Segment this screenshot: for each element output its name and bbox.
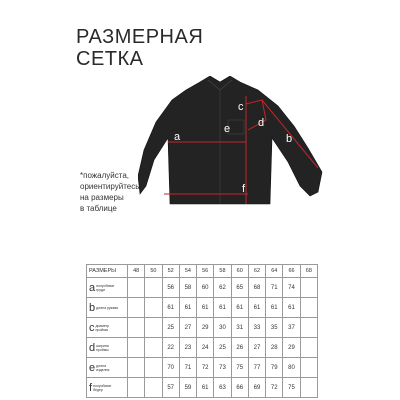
table-cell: 23	[179, 338, 196, 358]
table-cell: 29	[283, 338, 300, 358]
table-cell: 71	[179, 358, 196, 378]
row-description: ширина проймы	[96, 343, 109, 352]
table-cell: 29	[197, 318, 214, 338]
shirt-svg	[138, 76, 324, 208]
row-letter: b	[89, 301, 96, 314]
shirt-label-a: a	[174, 131, 181, 143]
table-cell: 75	[283, 378, 300, 398]
table-cell: 61	[179, 298, 196, 318]
table-cell	[300, 378, 317, 398]
row-description: полуобхват бедер	[93, 383, 112, 392]
table-cell: 56	[162, 278, 179, 298]
row-description: полуобхват груди	[96, 283, 115, 292]
table-cell: 61	[283, 298, 300, 318]
table-cell: 59	[179, 378, 196, 398]
table-cell: 61	[197, 298, 214, 318]
table-cell: 68	[248, 278, 265, 298]
table-row	[87, 358, 318, 378]
row-label	[87, 278, 128, 298]
row-label	[87, 298, 128, 318]
row-label	[87, 338, 128, 358]
table-cell: 79	[266, 358, 283, 378]
table-row	[87, 278, 318, 298]
table-cell	[300, 358, 317, 378]
table-cell	[145, 358, 162, 378]
table-cell: 30	[214, 318, 231, 338]
table-cell: 61	[266, 298, 283, 318]
row-label	[87, 318, 128, 338]
note-line-4: в таблице	[80, 204, 117, 213]
table-cell: 60	[197, 278, 214, 298]
table-cell: 61	[197, 378, 214, 398]
table-cell	[300, 298, 317, 318]
table-cell: 37	[283, 318, 300, 338]
table-cell: 70	[162, 358, 179, 378]
table-row	[87, 378, 318, 398]
table-cell: 73	[214, 358, 231, 378]
table-cell: 33	[248, 318, 265, 338]
row-label	[87, 358, 128, 378]
page-title	[76, 26, 203, 70]
table-cell: 61	[162, 298, 179, 318]
note-line-1: *пожалуйста,	[80, 171, 129, 180]
table-row	[87, 318, 318, 338]
table-cell: 26	[231, 338, 248, 358]
table-cell: 69	[248, 378, 265, 398]
table-cell: 62	[214, 278, 231, 298]
size-header: 62	[248, 265, 265, 278]
row-description: длина изделия	[96, 363, 110, 372]
row-letter: a	[89, 281, 96, 294]
row-label	[87, 378, 128, 398]
table-cell: 24	[197, 338, 214, 358]
size-header: 60	[231, 265, 248, 278]
table-cell	[145, 278, 162, 298]
note-line-3: на размеры	[80, 193, 124, 202]
table-cell: 31	[231, 318, 248, 338]
table-cell	[128, 378, 145, 398]
shirt-label-d: d	[258, 117, 265, 129]
title-line-2: СЕТКА	[76, 48, 144, 70]
table-cell: 61	[248, 298, 265, 318]
size-header: 64	[266, 265, 283, 278]
table-cell	[300, 278, 317, 298]
table-row	[87, 298, 318, 318]
size-header: 54	[179, 265, 196, 278]
title-line-1: РАЗМЕРНАЯ	[76, 26, 204, 48]
note-line-2: ориентируйтесь	[80, 182, 140, 191]
size-header: 48	[128, 265, 145, 278]
table-cell	[128, 298, 145, 318]
row-letter: d	[89, 341, 96, 354]
table-cell: 35	[266, 318, 283, 338]
table-cell	[128, 278, 145, 298]
table-cell: 65	[231, 278, 248, 298]
shirt-label-c: c	[238, 101, 244, 113]
table-cell: 66	[231, 378, 248, 398]
table-cell: 25	[214, 338, 231, 358]
table-cell: 27	[248, 338, 265, 358]
table-header-row	[87, 265, 318, 278]
shirt-label-f: f	[242, 183, 246, 195]
table-cell: 71	[266, 278, 283, 298]
table-cell: 74	[283, 278, 300, 298]
table-cell: 27	[179, 318, 196, 338]
row-description: диаметр проймы	[95, 323, 110, 332]
table-cell: 75	[231, 358, 248, 378]
table-header-label: РАЗМЕРЫ	[87, 265, 128, 278]
table-cell: 57	[162, 378, 179, 398]
size-header: 50	[145, 265, 162, 278]
table-cell	[300, 318, 317, 338]
shirt-label-b: b	[286, 133, 293, 145]
size-header: 66	[283, 265, 300, 278]
table-cell: 22	[162, 338, 179, 358]
row-letter: c	[89, 321, 95, 334]
table-cell	[145, 318, 162, 338]
shirt-label-e: e	[224, 123, 231, 135]
table-cell	[300, 338, 317, 358]
table-cell: 63	[214, 378, 231, 398]
table-cell: 72	[266, 378, 283, 398]
table-cell: 80	[283, 358, 300, 378]
table-cell: 25	[162, 318, 179, 338]
size-header: 56	[197, 265, 214, 278]
row-letter: f	[89, 381, 93, 394]
table-cell: 77	[248, 358, 265, 378]
table-cell	[128, 338, 145, 358]
table-cell: 58	[179, 278, 196, 298]
table-cell	[145, 378, 162, 398]
size-header: 52	[162, 265, 179, 278]
table-cell	[145, 298, 162, 318]
table-row	[87, 338, 318, 358]
table-cell: 61	[214, 298, 231, 318]
size-table	[86, 264, 318, 398]
row-description: длина рукава	[96, 305, 118, 310]
table-cell	[128, 318, 145, 338]
table-cell	[145, 338, 162, 358]
size-note	[80, 170, 139, 214]
row-letter: e	[89, 361, 96, 374]
table-cell: 28	[266, 338, 283, 358]
size-header: 58	[214, 265, 231, 278]
shirt-illustration	[138, 76, 324, 208]
table-cell	[128, 358, 145, 378]
table-cell: 72	[197, 358, 214, 378]
table-cell: 61	[231, 298, 248, 318]
size-header: 68	[300, 265, 317, 278]
